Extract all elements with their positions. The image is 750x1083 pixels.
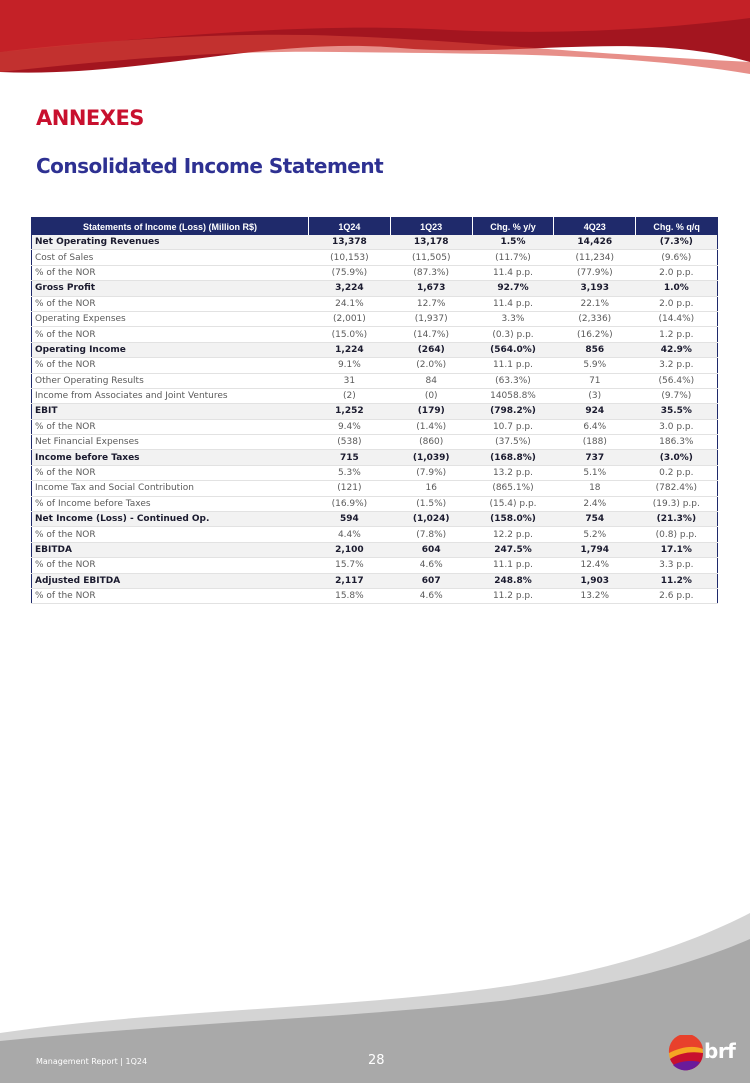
table-cell: 14058.8% — [472, 388, 554, 403]
table-cell: (158.0%) — [472, 512, 554, 527]
table-cell: 11.4 p.p. — [472, 296, 554, 311]
table-row — [32, 435, 718, 450]
table-row — [32, 450, 718, 465]
table-cell: 1.2 p.p. — [636, 327, 718, 342]
table-cell: (7.3%) — [636, 235, 718, 250]
table-row — [32, 342, 718, 357]
brf-logo-icon — [667, 1035, 705, 1071]
table-cell: 1.0% — [636, 281, 718, 296]
table-cell: 24.1% — [309, 296, 391, 311]
table-cell: (56.4%) — [636, 373, 718, 388]
table-cell: 13,378 — [309, 235, 391, 250]
table-row — [32, 558, 718, 573]
table-cell: 3.0 p.p. — [636, 419, 718, 434]
table-cell: (11,234) — [554, 250, 636, 265]
table-row — [32, 388, 718, 403]
row-label: % of Income before Taxes — [32, 496, 309, 511]
table-cell: (16.9%) — [309, 496, 391, 511]
row-label: % of the NOR — [32, 265, 309, 280]
table-cell: (19.3) p.p. — [636, 496, 718, 511]
table-row — [32, 265, 718, 280]
table-cell: 2,117 — [309, 573, 391, 588]
column-header: Chg. % y/y — [472, 218, 554, 236]
table-cell: 3.3 p.p. — [636, 558, 718, 573]
row-label: % of the NOR — [32, 465, 309, 480]
table-cell: 13.2% — [554, 588, 636, 603]
table-cell: (15.0%) — [309, 327, 391, 342]
table-row — [32, 419, 718, 434]
table-cell: 5.9% — [554, 358, 636, 373]
row-label: Operating Income — [32, 342, 309, 357]
row-label: Income Tax and Social Contribution — [32, 481, 309, 496]
table-cell: 11.1 p.p. — [472, 558, 554, 573]
table-cell: (1.5%) — [390, 496, 472, 511]
table-cell: (16.2%) — [554, 327, 636, 342]
row-label: % of the NOR — [32, 327, 309, 342]
table-cell: 13,178 — [390, 235, 472, 250]
table-cell: 14,426 — [554, 235, 636, 250]
table-cell: (15.4) p.p. — [472, 496, 554, 511]
table-cell: (2) — [309, 388, 391, 403]
table-cell: (87.3%) — [390, 265, 472, 280]
table-cell: 1.5% — [472, 235, 554, 250]
table-cell: 3,224 — [309, 281, 391, 296]
table-cell: (77.9%) — [554, 265, 636, 280]
row-label: % of the NOR — [32, 527, 309, 542]
report-label: Management Report | 1Q24 — [36, 1057, 148, 1066]
table-cell: 16 — [390, 481, 472, 496]
table-cell: 2.0 p.p. — [636, 296, 718, 311]
table-row — [32, 588, 718, 603]
table-cell: 186.3% — [636, 435, 718, 450]
table-cell: 2,100 — [309, 542, 391, 557]
row-label: % of the NOR — [32, 558, 309, 573]
table-cell: 2.0 p.p. — [636, 265, 718, 280]
table-cell: 924 — [554, 404, 636, 419]
table-cell: (0.3) p.p. — [472, 327, 554, 342]
table-cell: 1,903 — [554, 573, 636, 588]
table-cell: 248.8% — [472, 573, 554, 588]
table-row — [32, 235, 718, 250]
table-cell: 11.1 p.p. — [472, 358, 554, 373]
table-row — [32, 573, 718, 588]
table-cell: 5.3% — [309, 465, 391, 480]
table-cell: 11.2% — [636, 573, 718, 588]
table-cell: 4.6% — [390, 588, 472, 603]
table-row — [32, 358, 718, 373]
table-cell: (14.4%) — [636, 311, 718, 326]
table-cell: 594 — [309, 512, 391, 527]
row-label: Operating Expenses — [32, 311, 309, 326]
table-cell: (188) — [554, 435, 636, 450]
page-number: 28 — [368, 1053, 385, 1068]
table-row — [32, 542, 718, 557]
table-cell: (7.9%) — [390, 465, 472, 480]
table-cell: 12.4% — [554, 558, 636, 573]
table-row — [32, 404, 718, 419]
row-label: Income before Taxes — [32, 450, 309, 465]
table-cell: 35.5% — [636, 404, 718, 419]
table-cell: (798.2%) — [472, 404, 554, 419]
table-cell: 11.4 p.p. — [472, 265, 554, 280]
table-cell: 3.2 p.p. — [636, 358, 718, 373]
table-cell: (121) — [309, 481, 391, 496]
table-cell: 1,673 — [390, 281, 472, 296]
table-cell: (1,937) — [390, 311, 472, 326]
table-cell: 604 — [390, 542, 472, 557]
table-cell: (9.7%) — [636, 388, 718, 403]
table-cell: 3.3% — [472, 311, 554, 326]
table-cell: 12.7% — [390, 296, 472, 311]
table-cell: 6.4% — [554, 419, 636, 434]
table-cell: 18 — [554, 481, 636, 496]
table-cell: (782.4%) — [636, 481, 718, 496]
table-cell: 13.2 p.p. — [472, 465, 554, 480]
header-wave-decoration — [0, 0, 750, 110]
section-label: ANNEXES — [36, 106, 144, 130]
column-header: Statements of Income (Loss) (Million R$) — [32, 218, 309, 236]
income-statement-table — [31, 217, 718, 604]
table-cell: 715 — [309, 450, 391, 465]
table-cell: (10,153) — [309, 250, 391, 265]
table-cell: 3,193 — [554, 281, 636, 296]
table-cell: (1.4%) — [390, 419, 472, 434]
table-cell: (1,039) — [390, 450, 472, 465]
table-cell: (63.3%) — [472, 373, 554, 388]
brf-logo-text: brf — [704, 1039, 736, 1063]
row-label: EBITDA — [32, 542, 309, 557]
table-row — [32, 465, 718, 480]
table-cell: (0.8) p.p. — [636, 527, 718, 542]
table-cell: (264) — [390, 342, 472, 357]
table-cell: 22.1% — [554, 296, 636, 311]
table-row — [32, 527, 718, 542]
table-cell: (37.5%) — [472, 435, 554, 450]
table-cell: 17.1% — [636, 542, 718, 557]
table-cell: 5.1% — [554, 465, 636, 480]
table-cell: (1,024) — [390, 512, 472, 527]
table-cell: (7.8%) — [390, 527, 472, 542]
table-cell: (564.0%) — [472, 342, 554, 357]
table-cell: 10.7 p.p. — [472, 419, 554, 434]
table-cell: 42.9% — [636, 342, 718, 357]
table-cell: (2.0%) — [390, 358, 472, 373]
table-cell: 1,224 — [309, 342, 391, 357]
column-header: Chg. % q/q — [636, 218, 718, 236]
table-cell: 1,252 — [309, 404, 391, 419]
table-cell: (2,001) — [309, 311, 391, 326]
table-cell: 15.8% — [309, 588, 391, 603]
table-cell: 71 — [554, 373, 636, 388]
table-cell: (2,336) — [554, 311, 636, 326]
table-cell: 11.2 p.p. — [472, 588, 554, 603]
row-label: % of the NOR — [32, 296, 309, 311]
row-label: Gross Profit — [32, 281, 309, 296]
table-row — [32, 281, 718, 296]
table-cell: 12.2 p.p. — [472, 527, 554, 542]
table-row — [32, 311, 718, 326]
table-cell: 1,794 — [554, 542, 636, 557]
column-header: 4Q23 — [554, 218, 636, 236]
table-cell: 0.2 p.p. — [636, 465, 718, 480]
table-cell: 31 — [309, 373, 391, 388]
income-statement-table-wrapper — [31, 217, 717, 604]
column-header: 1Q23 — [390, 218, 472, 236]
table-cell: 9.4% — [309, 419, 391, 434]
table-header-row — [32, 218, 718, 236]
table-cell: 15.7% — [309, 558, 391, 573]
table-cell: (860) — [390, 435, 472, 450]
table-cell: (75.9%) — [309, 265, 391, 280]
table-row — [32, 373, 718, 388]
row-label: % of the NOR — [32, 588, 309, 603]
table-row — [32, 496, 718, 511]
table-cell: (21.3%) — [636, 512, 718, 527]
table-cell: (538) — [309, 435, 391, 450]
row-label: Adjusted EBITDA — [32, 573, 309, 588]
row-label: Net Income (Loss) - Continued Op. — [32, 512, 309, 527]
row-label: EBIT — [32, 404, 309, 419]
row-label: % of the NOR — [32, 358, 309, 373]
table-cell: (3.0%) — [636, 450, 718, 465]
page-title: Consolidated Income Statement — [36, 154, 384, 178]
table-cell: 856 — [554, 342, 636, 357]
table-cell: 754 — [554, 512, 636, 527]
table-cell: 247.5% — [472, 542, 554, 557]
table-cell: (0) — [390, 388, 472, 403]
table-row — [32, 327, 718, 342]
row-label: % of the NOR — [32, 419, 309, 434]
table-cell: 92.7% — [472, 281, 554, 296]
row-label: Net Operating Revenues — [32, 235, 309, 250]
row-label: Net Financial Expenses — [32, 435, 309, 450]
table-row — [32, 296, 718, 311]
table-cell: (14.7%) — [390, 327, 472, 342]
table-cell: 2.6 p.p. — [636, 588, 718, 603]
table-cell: 737 — [554, 450, 636, 465]
table-cell: 5.2% — [554, 527, 636, 542]
table-row — [32, 250, 718, 265]
table-cell: 9.1% — [309, 358, 391, 373]
table-cell: 2.4% — [554, 496, 636, 511]
table-row — [32, 481, 718, 496]
table-cell: 84 — [390, 373, 472, 388]
table-cell: 4.6% — [390, 558, 472, 573]
table-cell: (11.7%) — [472, 250, 554, 265]
row-label: Other Operating Results — [32, 373, 309, 388]
table-cell: 607 — [390, 573, 472, 588]
table-cell: (168.8%) — [472, 450, 554, 465]
table-cell: (11,505) — [390, 250, 472, 265]
table-cell: (9.6%) — [636, 250, 718, 265]
table-cell: (3) — [554, 388, 636, 403]
table-cell: (179) — [390, 404, 472, 419]
column-header: 1Q24 — [309, 218, 391, 236]
table-cell: 4.4% — [309, 527, 391, 542]
table-cell: (865.1%) — [472, 481, 554, 496]
table-body — [32, 235, 718, 604]
table-row — [32, 512, 718, 527]
row-label: Cost of Sales — [32, 250, 309, 265]
row-label: Income from Associates and Joint Ventures — [32, 388, 309, 403]
